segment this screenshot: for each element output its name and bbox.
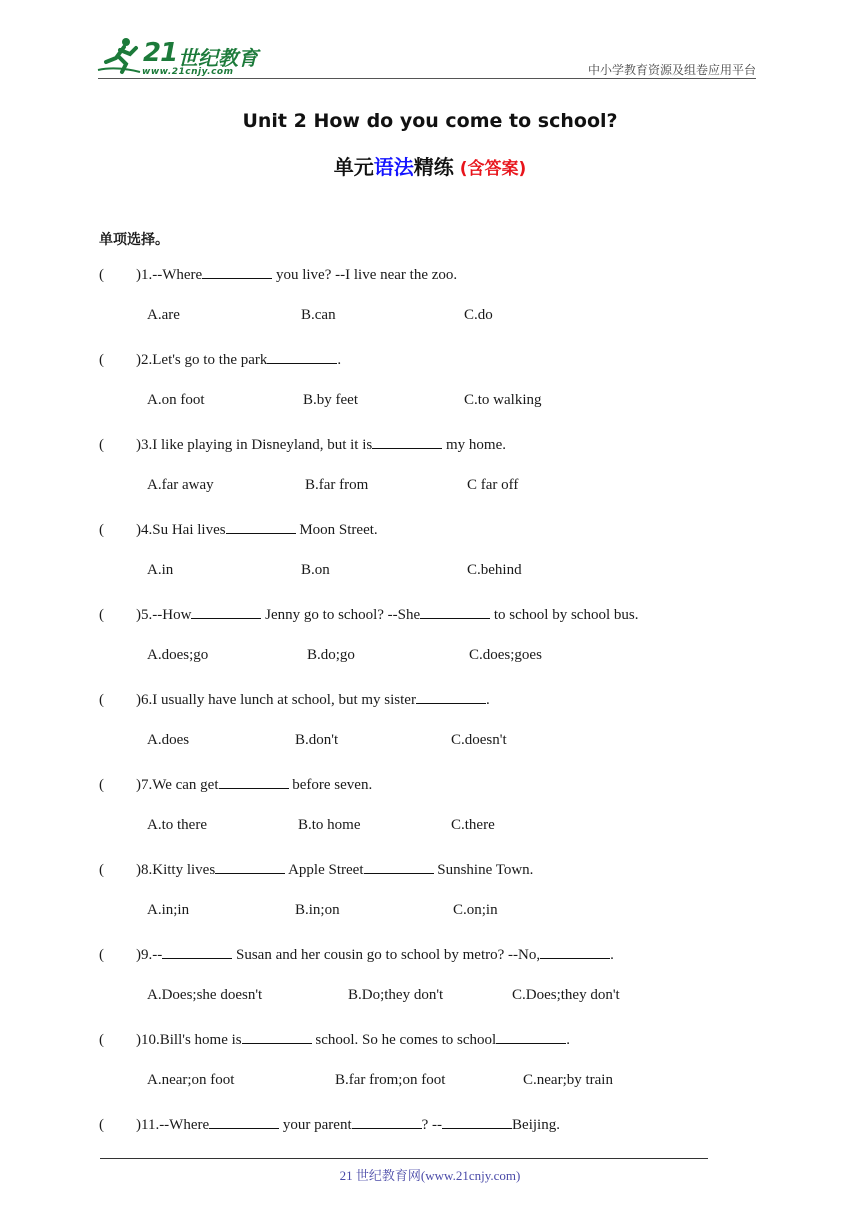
option-b: B.Do;they don't (348, 987, 444, 1003)
question-7: ( )7.We can get before seven. (99, 774, 372, 794)
option-a: A.on foot (147, 392, 205, 408)
option-c: C.do (464, 307, 493, 323)
question-8: ( )8.Kitty lives Apple Street Sunshine Town. (99, 859, 533, 879)
answer-blank[interactable] (267, 349, 337, 364)
question-9: ( )9.-- Susan and her cousin go to school by metro? --No, . (99, 944, 614, 964)
page-title: Unit 2 How do you come to school? (242, 110, 618, 132)
question-11: ( )11.--Where your parent ? -- Beijing. (99, 1114, 560, 1134)
header-divider (98, 78, 756, 79)
logo-text: 世纪教育 (178, 46, 258, 70)
answer-blank[interactable] (215, 859, 285, 874)
option-a: A.near;on foot (147, 1072, 235, 1088)
option-b: B.don't (295, 732, 339, 748)
answer-blank[interactable] (219, 774, 289, 789)
question-4: ( )4.Su Hai lives Moon Street. (99, 519, 378, 539)
question-6: ( )6.I usually have lunch at school, but my sister . (99, 689, 490, 709)
logo-url: www.21cnjy.com (142, 67, 234, 77)
option-b: B.far from;on foot (335, 1072, 446, 1088)
question-2: ( )2.Let's go to the park . (99, 349, 341, 369)
answer-blank[interactable] (352, 1114, 422, 1129)
answer-blank[interactable] (162, 944, 232, 959)
option-b: B.can (301, 307, 336, 323)
footer-text[interactable]: 21 世纪教育网(www.21cnjy.com) (339, 1168, 521, 1183)
section-title: 单项选择。 (99, 232, 169, 248)
option-c: C far off (467, 477, 519, 493)
answer-blank[interactable] (364, 859, 434, 874)
option-b: B.on (301, 562, 330, 578)
answer-blank[interactable] (442, 1114, 512, 1129)
option-c: C.does;goes (469, 647, 542, 663)
option-a: A.does;go (147, 647, 209, 663)
answer-blank[interactable] (226, 519, 296, 534)
option-b: B.in;on (295, 902, 340, 918)
answer-blank[interactable] (420, 604, 490, 619)
option-b: B.do;go (307, 647, 355, 663)
option-a: A.in (147, 562, 174, 578)
runner-logo-icon (96, 36, 144, 76)
answer-blank[interactable] (209, 1114, 279, 1129)
option-a: A.Does;she doesn't (147, 987, 263, 1003)
footer-divider (100, 1158, 708, 1159)
question-3: ( )3.I like playing in Disneyland, but it is my home. (99, 434, 506, 454)
question-10: ( )10.Bill's home is school. So he comes to school . (99, 1029, 570, 1049)
logo-number: 21 (143, 38, 178, 68)
option-c: C.Does;they don't (512, 987, 620, 1003)
answer-blank[interactable] (191, 604, 261, 619)
option-c: C.to walking (464, 392, 542, 408)
option-c: C.behind (467, 562, 522, 578)
answer-blank[interactable] (202, 264, 272, 279)
answer-blank[interactable] (416, 689, 486, 704)
page-subtitle (0, 151, 860, 180)
subtitle-part3: 精练 (413, 155, 454, 179)
subtitle-answer-note: (含答案) (459, 159, 527, 179)
option-c: C.on;in (453, 902, 498, 918)
answer-blank[interactable] (372, 434, 442, 449)
option-b: B.to home (298, 817, 361, 833)
answer-blank[interactable] (540, 944, 610, 959)
answer-blank[interactable] (496, 1029, 566, 1044)
option-c: C.doesn't (451, 732, 507, 748)
question-5: ( )5.--How Jenny go to school? --She to school by school bus. (99, 604, 638, 624)
answer-blank[interactable] (242, 1029, 312, 1044)
option-c: C.there (451, 817, 495, 833)
option-a: A.to there (147, 817, 207, 833)
option-a: A.are (147, 307, 180, 323)
subtitle-part1: 单元 (333, 155, 374, 179)
option-b: B.far from (305, 477, 369, 493)
option-a: A.far away (147, 477, 214, 493)
subtitle-part2: 语法 (373, 155, 414, 179)
header-platform-text: 中小学教育资源及组卷应用平台 (587, 63, 756, 77)
option-a: A.does (147, 732, 190, 748)
option-a: A.in;in (147, 902, 190, 918)
site-logo (96, 36, 261, 78)
option-c: C.near;by train (523, 1072, 613, 1088)
question-1: ( )1.--Where you live? --I live near the zoo. (99, 264, 457, 284)
option-b: B.by feet (303, 392, 358, 408)
